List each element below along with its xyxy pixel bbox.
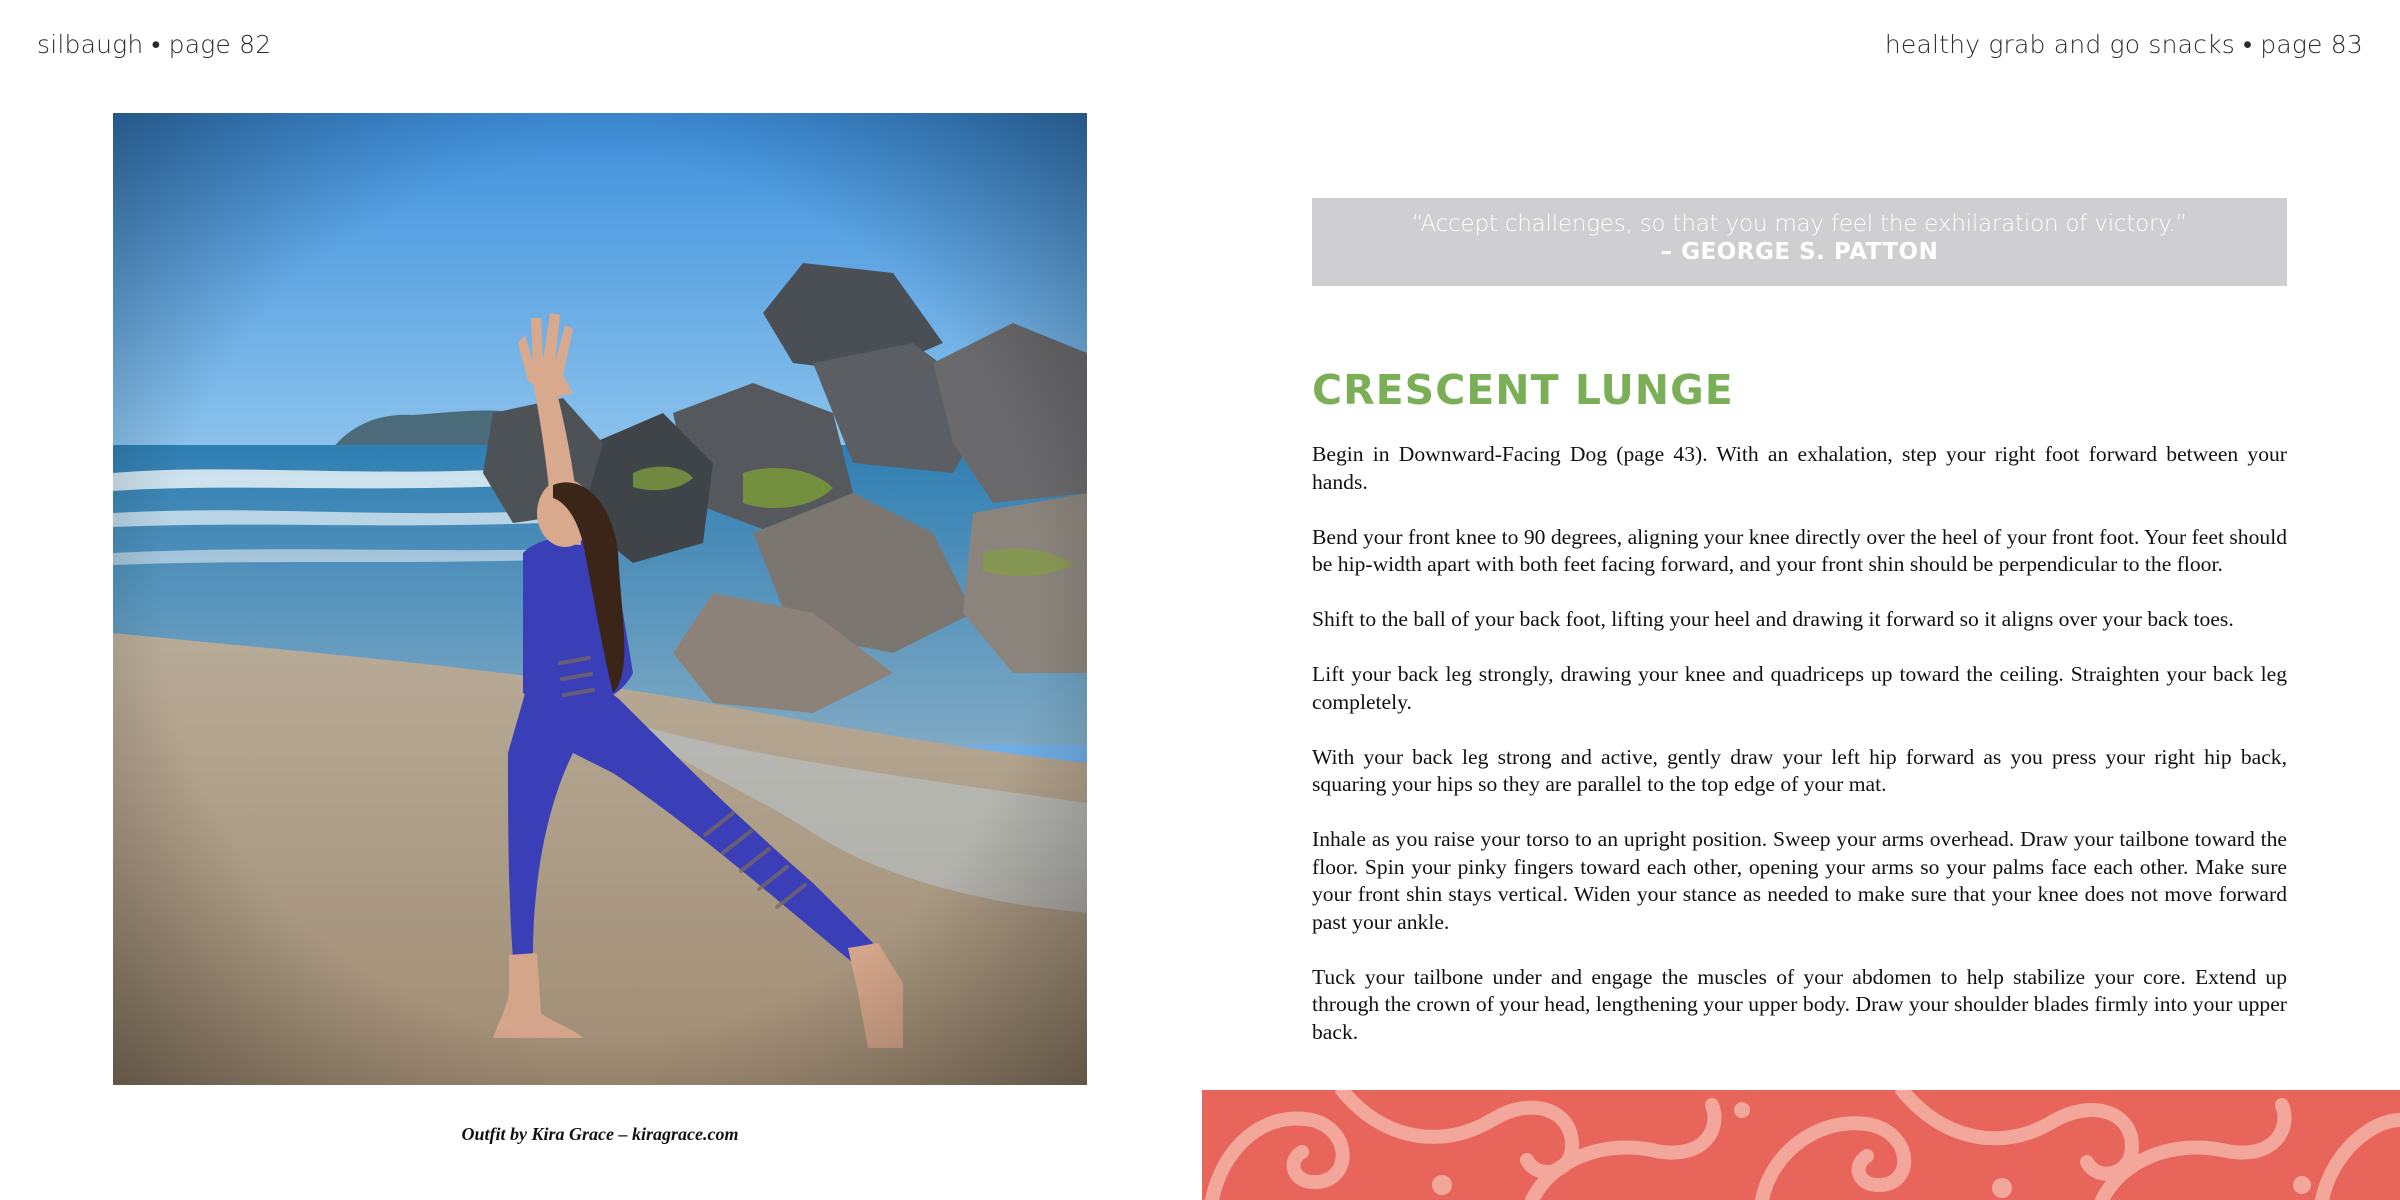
photo-caption: Outfit by Kira Grace – kiragrace.com <box>461 1124 739 1144</box>
quote-box <box>1312 198 2287 286</box>
instruction-paragraph: Lift your back leg strongly, drawing your knee and quadriceps up toward the ceiling. Straighten your back leg completely. <box>1312 662 2287 714</box>
pose-instructions <box>1312 441 2287 1074</box>
yoga-pose-photo <box>113 113 1087 1085</box>
quote-author: – GEORGE S. PATTON <box>1660 239 1939 265</box>
quote-text: “Accept challenges, so that you may feel the exhilaration of victory.” <box>1411 211 2188 237</box>
instruction-paragraph: Shift to the ball of your back foot, lifting your heel and drawing it forward so it aligns over your back toes. <box>1312 607 2234 631</box>
instruction-paragraph: With your back leg strong and active, gently draw your left hip forward as you press your right hip back, squaring your hips so they are parallel to the top edge of your mat. <box>1312 744 2287 796</box>
instruction-paragraph: Bend your front knee to 90 degrees, aligning your knee directly over the heel of your front foot. Your feet should be hip-width apart with both feet facing forward, and your front shin should be perpendicular to the floor. <box>1312 524 2287 576</box>
instruction-paragraph: Begin in Downward-Facing Dog (page 43). With an exhalation, step your right foot forward between your hands. <box>1312 442 2287 494</box>
instruction-paragraph: Tuck your tailbone under and engage the muscles of your abdomen to help stabilize your core. Extend up through the crown of your head, lengthening your upper body. Draw your shoulder blades firmly into your upper back. <box>1312 964 2287 1044</box>
left-page-header: silbaugh • page 82 <box>37 30 272 59</box>
right-page-header: healthy grab and go snacks • page 83 <box>1884 30 2363 59</box>
instruction-paragraph: Inhale as you raise your torso to an upright position. Sweep your arms overhead. Draw your tailbone toward the floor. Spin your pinky fingers toward each other, opening your arms so your palms face each other. Make sure your front shin stays vertical. Widen your stance as needed to make sure that your knee does not move forward past your ankle. <box>1312 827 2287 934</box>
decorative-swirl-pattern <box>1202 1090 2400 1200</box>
pose-title: CRESCENT LUNGE <box>1312 366 1734 414</box>
